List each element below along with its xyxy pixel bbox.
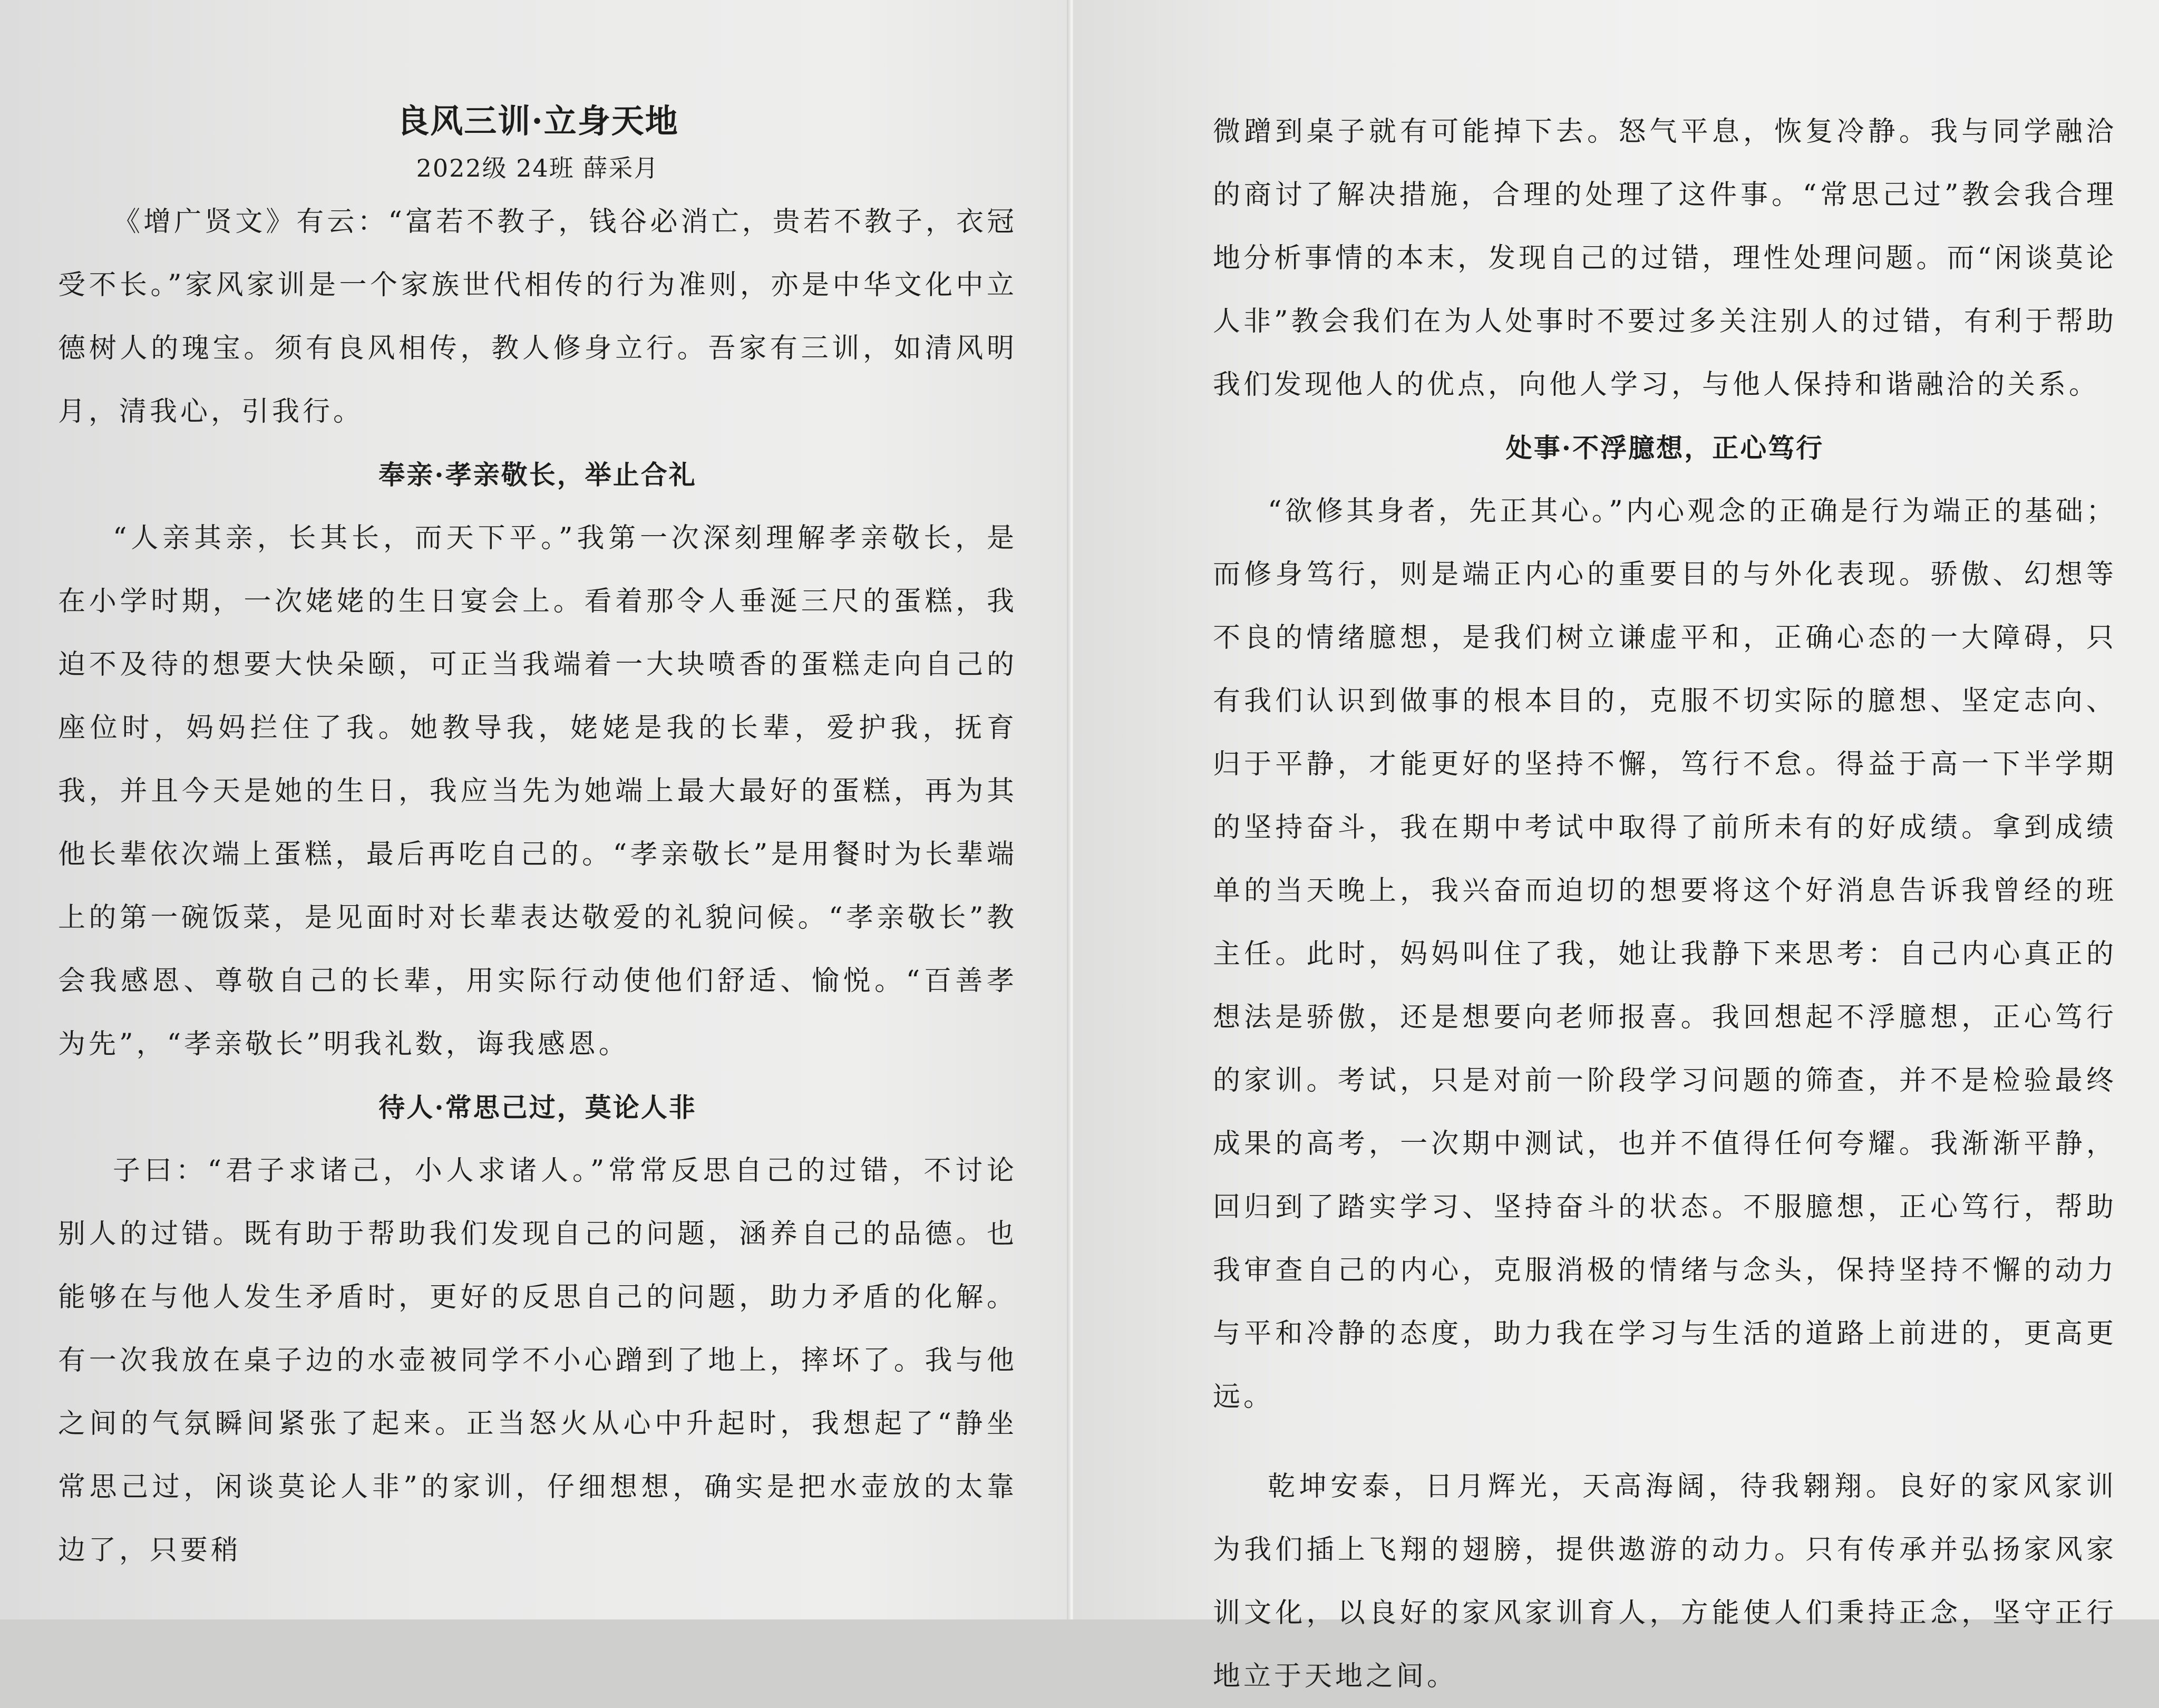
intro-paragraph: 《增广贤文》有云：“富若不教子，钱谷必消亡，贵若不教子，衣冠受不长。”家风家训是一个家族世代相传的行为准则，亦是中华文化中立德树人的瑰宝。须有良风相传，教人修身立行。吾家有三训，如清风明月，清我心，引我行。 <box>58 206 1017 428</box>
section-paragraph-handling-affairs: “欲修其身者，先正其心。”内心观念的正确是行为端正的基础；而修身笃行，则是端正内心的重要目的与外化表现。骄傲、幻想等不良的情绪臆想，是我们树立谦虚平和，正确心态的一大障碍，只有我们认识到做事的根本目的，克服不切实际的臆想、坚定志向、归于平静，才能更好的坚持不懈，笃行不怠。得益于高一下半学期的坚持奋斗，我在期中考试中取得了前所未有的好成绩。拿到成绩单的当天晚上，我兴奋而迫切的想要将这个好消息告诉我曾经的班主任。此时，妈妈叫住了我，她让我静下来思考：自己内心真正的想法是骄傲，还是想要向老师报喜。我回想起不浮臆想，正心笃行的家训。考试，只是对前一阶段学习问题的筛查，并不是检验最终成果的高考，一次期中测试，也并不值得任何夸耀。我渐渐平静，回归到了踏实学习、坚持奋斗的状态。不服臆想，正心笃行，帮助我审查自己的内心，克服消极的情绪与念头，保持坚持不懈的动力与平和冷静的态度，助力我在学习与生活的道路上前进的，更高更远。 <box>1213 496 2117 1413</box>
section-heading-handling-affairs: 处事·不浮臆想，正心笃行 <box>1505 432 1824 463</box>
paragraph-spacer <box>1213 1429 2117 1455</box>
section-heading-treating-others: 待人·常思己过，莫论人非 <box>378 1092 697 1123</box>
author-line: 2022级 24班 薛采月 <box>416 154 659 182</box>
right-page <box>1073 0 2159 1692</box>
conclusion-paragraph: 乾坤安泰，日月辉光，天高海阔，待我翱翔。良好的家风家训为我们插上飞翔的翅膀，提供遨游的动力。只有传承并弘扬家风家训文化，以良好的家风家训育人，方能使人们秉持正念，坚守正行地立于天地之间。 <box>1213 1471 2117 1692</box>
section-paragraph-filial: “人亲其亲，长其长，而天下平。”我第一次深刻理解孝亲敬长，是在小学时期，一次姥姥的生日宴会上。看着那令人垂涎三尺的蛋糕，我迫不及待的想要大快朵颐，可正当我端着一大块喷香的蛋糕走向自己的座位时，妈妈拦住了我。她教导我，姥姥是我的长辈，爱护我，抚育我，并且今天是她的生日，我应当先为她端上最大最好的蛋糕，再为其他长辈依次端上蛋糕，最后再吃自己的。“孝亲敬长”是用餐时为长辈端上的第一碗饭菜，是见面时对长辈表达敬爱的礼貌问候。“孝亲敬长”教会我感恩、尊敬自己的长辈，用实际行动使他们舒适、愉悦。“百善孝为先”，“孝亲敬长”明我礼数，诲我感恩。 <box>58 522 1017 1060</box>
document-title: 良风三训·立身天地 <box>396 102 679 140</box>
section-heading-filial: 奉亲·孝亲敬长，举止合礼 <box>378 459 697 490</box>
left-page <box>0 0 1070 1619</box>
section-paragraph-treating-others: 子曰：“君子求诸己，小人求诸人。”常常反思自己的过错，不讨论别人的过错。既有助于帮助我们发现自己的问题，涵养自己的品德。也能够在与他人发生矛盾时，更好的反思自己的问题，助力矛盾的化解。有一次我放在桌子边的水壶被同学不小心蹭到了地上，摔坏了。我与他之间的气氛瞬间紧张了起来。正当怒火从心中升起时，我想起了“静坐常思己过，闲谈莫论人非”的家训，仔细想想，确实是把水壶放的太靠边了，只要稍 <box>58 1155 1017 1566</box>
continued-paragraph: 微蹭到桌子就有可能掉下去。怒气平息，恢复冷静。我与同学融洽的商讨了解决措施，合理的处理了这件事。“常思己过”教会我合理地分析事情的本末，发现自己的过错，理性处理问题。而“闲谈莫论人非”教会我们在为人处事时不要过多关注别人的过错，有利于帮助我们发现他人的优点，向他人学习，与他人保持和谐融洽的关系。 <box>1213 116 2117 401</box>
